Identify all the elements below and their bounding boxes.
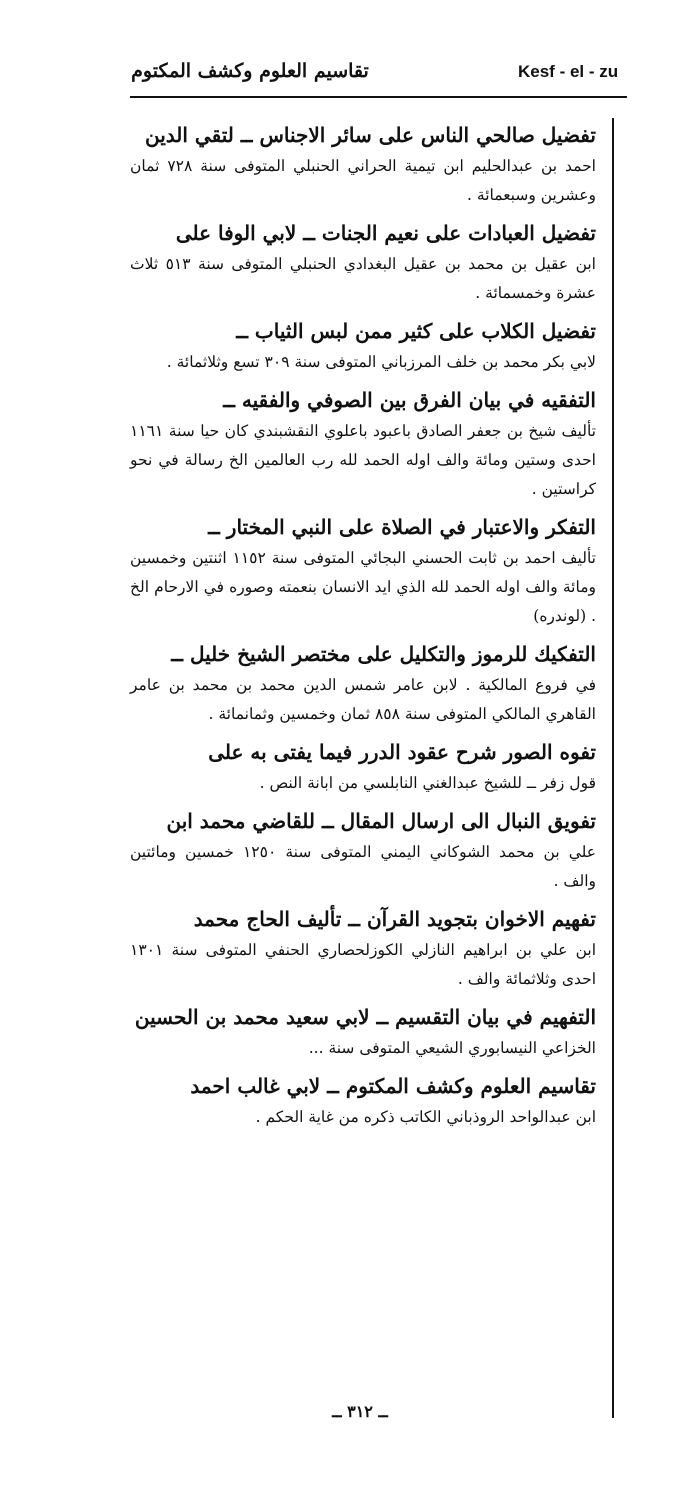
- entry-body: تأليف شيخ بن جعفر الصادق باعبود باعلوي النقشبندي كان حيا سنة ١١٦١ احدى وستين ومائة والف اوله الحمد لله رب العالمين الخ رسالة في نحو كراستين .: [130, 422, 596, 498]
- entry-title: تفوه الصور شرح عقود الدرر فيما يفتى به على: [208, 740, 596, 764]
- entry-body: في فروع المالكية . لابن عامر شمس الدين محمد بن محمد بن عامر القاهري المالكي المتوفى سنة ٨٥٨ ثمان وخمسين وثمانمائة .: [130, 676, 596, 723]
- entry-title: تفضيل صالحي الناس على سائر الاجناس ــ لتقي الدين: [145, 123, 596, 147]
- entry: [130, 637, 596, 729]
- entry-title: التفهيم في بيان التقسيم ــ لابي سعيد محمد بن الحسين: [134, 1005, 596, 1029]
- entry-body: ابن عبدالواحد الروذباني الكاتب ذكره من غاية الحكم .: [255, 1108, 596, 1126]
- entry-title: تفضيل الكلاب على كثير ممن لبس الثياب ــ: [236, 319, 596, 343]
- entry-title: تفويق النبال الى ارسال المقال ــ للقاضي محمد ابن: [166, 809, 596, 833]
- entry: [130, 510, 596, 631]
- entry: [130, 314, 596, 377]
- page-header: [130, 56, 627, 98]
- entry-body: علي بن محمد الشوكاني اليمني المتوفى سنة ١٢٥٠ خمسين ومائتين والف .: [130, 843, 596, 890]
- running-title: تقاسيم العلوم وكشف المكتوم: [131, 60, 369, 82]
- entry-title: التفكيك للرموز والتكليل على مختصر الشيخ خليل ــ: [171, 642, 596, 666]
- entry-body: لابي بكر محمد بن خلف المرزباني المتوفى سنة ٣٠٩ تسع وثلاثمائة .: [166, 353, 596, 371]
- entry-title: تفهيم الاخوان بتجويد القرآن ــ تأليف الحاج محمد: [193, 907, 596, 931]
- entry: [130, 1000, 596, 1063]
- entry-body: تأليف احمد بن ثابت الحسني البجائي المتوفى سنة ١١٥٢ اثنتين وخمسين ومائة والف اوله الحمد لله الذي ايد الانسان بنعمته وصوره في الارحام الخ . (لوندره): [130, 549, 596, 625]
- entry-body: ابن عقيل بن محمد بن عقيل البغدادي الحنبلي المتوفى سنة ٥١٣ ثلاث عشرة وخمسمائة .: [130, 255, 596, 302]
- entry-body: قول زفر ــ للشيخ عبدالغني النابلسي من ابانة النص .: [259, 774, 596, 792]
- entry: [130, 118, 596, 210]
- entry: [130, 383, 596, 504]
- entry-title: تفضيل العبادات على نعيم الجنات ــ لابي الوفا على: [175, 221, 596, 245]
- margin-rule: [612, 118, 614, 1418]
- entry: [130, 216, 596, 308]
- entry-title: تقاسيم العلوم وكشف المكتوم ــ لابي غالب احمد: [190, 1074, 596, 1098]
- entry: [130, 1069, 596, 1132]
- entry: [130, 735, 596, 798]
- entry: [130, 804, 596, 896]
- entry-body: احمد بن عبدالحليم ابن تيمية الحراني الحنبلي المتوفى سنة ٧٢٨ ثمان وعشرين وسبعمائة .: [130, 157, 596, 204]
- entry-body: الخزاعي النيسابوري الشيعي المتوفى سنة ...: [308, 1039, 596, 1057]
- entry-body: ابن علي بن ابراهيم النازلي الكوزلحصاري الحنفي المتوفى سنة ١٣٠١ احدى وثلاثمائة والف .: [130, 941, 596, 988]
- entries-column: [130, 118, 596, 1138]
- running-title-latin: Kesf - el - zu: [518, 62, 619, 81]
- entry: [130, 902, 596, 994]
- entry-title: التفكر والاعتبار في الصلاة على النبي المختار ــ: [208, 515, 596, 539]
- entry-title: التفقيه في بيان الفرق بين الصوفي والفقيه ــ: [223, 388, 596, 412]
- page-number: ــ ٣١٢ ــ: [332, 1402, 388, 1421]
